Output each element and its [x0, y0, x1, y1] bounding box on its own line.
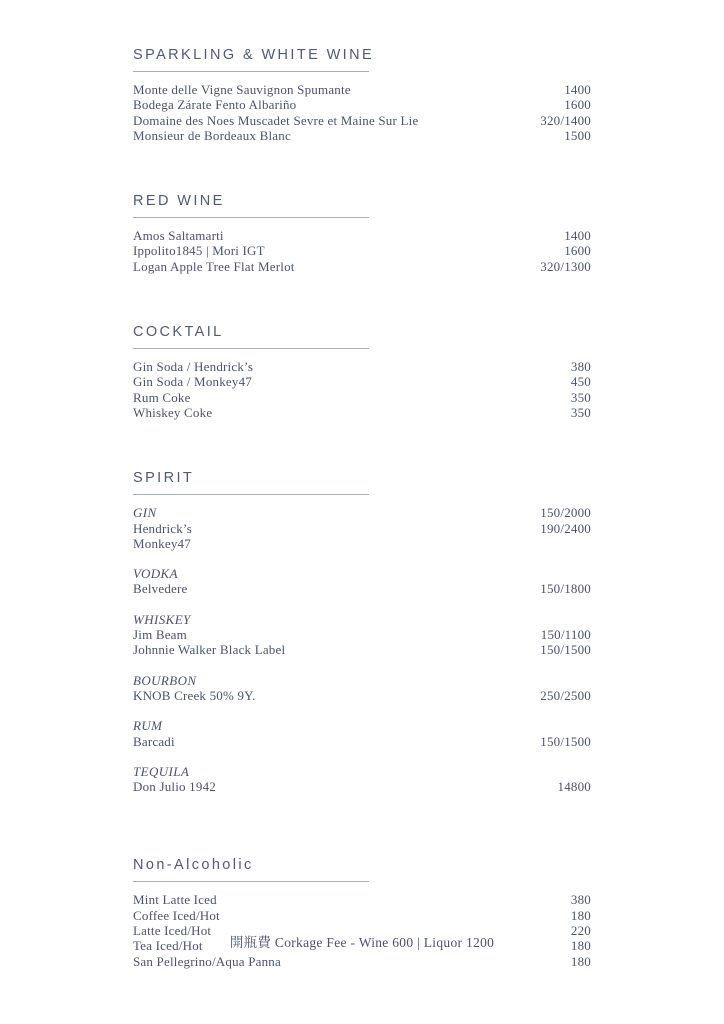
item-name: Gin Soda / Monkey47 — [133, 374, 252, 390]
item-name: Monte delle Vigne Sauvignon Spumante — [133, 82, 351, 97]
section-rule — [133, 217, 369, 218]
section-rule — [133, 494, 369, 495]
menu-group — [133, 673, 591, 704]
menu-item-row — [133, 243, 591, 258]
menu-item-row — [133, 82, 591, 97]
menu-item-row — [133, 734, 591, 749]
item-price: 320/1300 — [540, 258, 591, 274]
item-name: Latte Iced/Hot — [133, 923, 212, 939]
sections-container — [133, 46, 591, 969]
category-row — [133, 612, 591, 627]
section-title: SPIRIT — [133, 470, 195, 487]
item-price: 320/1400 — [540, 112, 591, 128]
menu-item-row — [133, 390, 591, 405]
item-name: Rum Coke — [133, 389, 191, 405]
menu-item-row — [133, 642, 591, 657]
item-price: 1600 — [564, 97, 591, 113]
menu-item-row — [133, 521, 591, 536]
menu-item-row — [133, 536, 591, 551]
item-name: Logan Apple Tree Flat Merlot — [133, 258, 295, 274]
menu-group — [133, 82, 591, 143]
item-name: Monkey47 — [133, 535, 191, 551]
item-price: 150/1500 — [540, 642, 591, 658]
item-price: 450 — [570, 374, 591, 390]
menu-item-row — [133, 405, 591, 420]
section-rule — [133, 71, 369, 72]
menu-section — [133, 323, 591, 420]
menu-item-row — [133, 228, 591, 243]
category-row — [133, 673, 591, 688]
item-price: 380 — [570, 359, 591, 375]
category-label: BOURBON — [133, 672, 197, 688]
section-title: Non-Alcoholic — [133, 857, 254, 874]
menu-item-row — [133, 359, 591, 374]
category-row — [133, 764, 591, 779]
menu-group — [133, 612, 591, 658]
item-name: Johnnie Walker Black Label — [133, 642, 286, 658]
item-name: Barcadi — [133, 733, 175, 749]
section-rule — [133, 348, 369, 349]
category-label: WHISKEY — [133, 611, 191, 627]
menu-item-row — [133, 374, 591, 389]
menu-section — [133, 856, 591, 968]
menu-group — [133, 505, 591, 551]
menu-section — [133, 46, 591, 143]
category-row — [133, 718, 591, 733]
item-price: 150/1500 — [540, 733, 591, 749]
item-name: Jim Beam — [133, 627, 187, 643]
item-name: Don Julio 1942 — [133, 779, 216, 795]
item-price: 1400 — [564, 228, 591, 244]
item-name: Amos Saltamarti — [133, 228, 224, 244]
item-price: 190/2400 — [540, 520, 591, 536]
menu-item-row — [133, 581, 591, 596]
menu-item-row — [133, 954, 591, 969]
menu-group — [133, 718, 591, 749]
item-name: Hendrick’s — [133, 520, 193, 536]
item-price: 1400 — [564, 82, 591, 97]
section-title: RED WINE — [133, 193, 225, 210]
item-name: Belvedere — [133, 581, 188, 597]
item-name: Domaine des Noes Muscadet Sevre et Maine Sur Lie — [133, 112, 419, 128]
item-name: Ippolito1845 | Mori IGT — [133, 243, 265, 259]
section-rule — [133, 881, 369, 882]
category-label: TEQUILA — [133, 763, 190, 779]
section-title: SPARKLING & WHITE WINE — [133, 47, 375, 63]
item-price: 250/2500 — [540, 687, 591, 703]
category-label: RUM — [133, 718, 163, 734]
menu-item-row — [133, 908, 591, 923]
menu-item-row — [133, 259, 591, 274]
item-name: San Pellegrino/Aqua Panna — [133, 953, 281, 969]
item-price: 350 — [570, 404, 591, 420]
item-price: 1600 — [564, 243, 591, 259]
category-label: VODKA — [133, 566, 178, 582]
menu-item-row — [133, 892, 591, 907]
item-price: 150/1100 — [540, 627, 591, 643]
category-row — [133, 566, 591, 581]
item-price: 350 — [570, 389, 591, 405]
item-name: Monsieur de Bordeaux Blanc — [133, 127, 291, 143]
menu-item-row — [133, 779, 591, 794]
item-name: Whiskey Coke — [133, 404, 213, 420]
item-price: 180 — [570, 938, 591, 954]
category-price: 150/2000 — [540, 505, 591, 521]
item-name: Bodega Zárate Fento Albariño — [133, 97, 297, 113]
menu-section — [133, 469, 591, 794]
item-price: 14800 — [557, 779, 591, 795]
menu-item-row — [133, 113, 591, 128]
menu-group — [133, 359, 591, 420]
category-label: GIN — [133, 505, 157, 521]
menu-group — [133, 566, 591, 597]
category-row — [133, 505, 591, 520]
item-price: 220 — [570, 923, 591, 939]
item-name: Mint Latte Iced — [133, 892, 217, 908]
menu-group — [133, 764, 591, 795]
menu-item-row — [133, 128, 591, 143]
item-price: 180 — [570, 953, 591, 969]
section-title: COCKTAIL — [133, 324, 224, 341]
item-name: Tea Iced/Hot — [133, 938, 203, 954]
item-name: KNOB Creek 50% 9Y. — [133, 687, 256, 703]
corkage-note: 開瓶費 Corkage Fee - Wine 600 | Liquor 1200 — [229, 935, 495, 950]
menu-item-row — [133, 688, 591, 703]
menu-group — [133, 228, 591, 274]
menu-section — [133, 192, 591, 274]
menu-item-row — [133, 627, 591, 642]
item-price: 180 — [570, 907, 591, 923]
item-price: 380 — [570, 892, 591, 908]
item-name: Gin Soda / Hendrick’s — [133, 359, 254, 375]
menu-item-row — [133, 97, 591, 112]
item-name: Coffee Iced/Hot — [133, 907, 220, 923]
item-price: 1500 — [564, 127, 591, 143]
item-price: 150/1800 — [540, 581, 591, 597]
